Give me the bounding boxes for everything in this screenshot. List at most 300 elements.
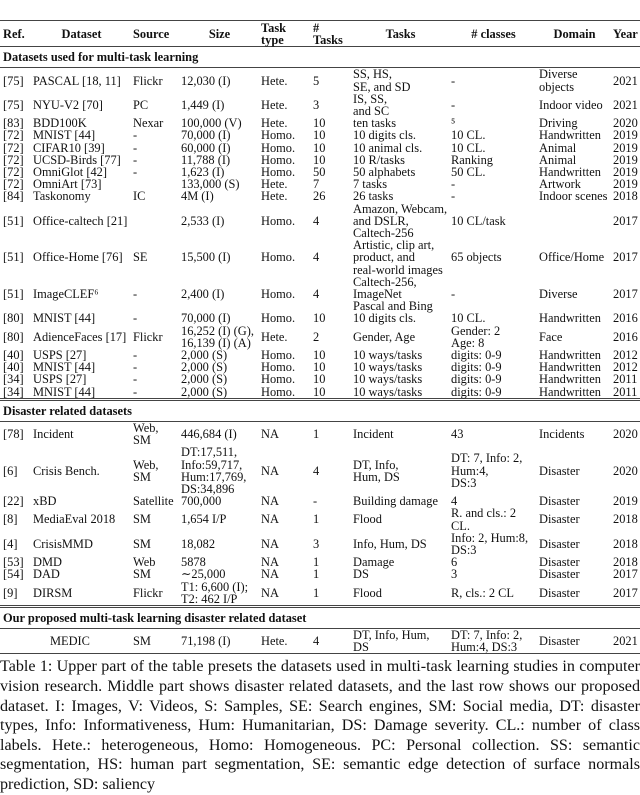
- section-label: Datasets used for multi-task learning: [3, 50, 199, 65]
- cell-num-classes: 10 CL.: [451, 311, 486, 326]
- section-header-row: [0, 47, 640, 68]
- cell-ref: [75]: [3, 73, 24, 88]
- cell-num-classes: 10 CL/task: [451, 213, 506, 228]
- cell-domain: Handwritten: [539, 165, 601, 180]
- cell-size: 1,654 I/P: [181, 512, 227, 527]
- cell-source: -: [133, 372, 138, 387]
- cell-size: 2,000 (S): [181, 360, 228, 375]
- table-row: [0, 495, 640, 507]
- cell-num-classes: DT: 7, Info: 2, Hum:4, DS:3: [451, 451, 523, 490]
- cell-dataset: MNIST [44]: [33, 311, 96, 326]
- cell-dataset: ImageCLEF⁶: [33, 287, 99, 302]
- cell-dataset: UCSD-Birds [77]: [33, 152, 121, 167]
- cell-num-tasks: 1: [313, 426, 320, 441]
- table-caption: Table 1: Upper part of the table presets the datasets used in multi-task learning studies in computer vision research. Middle part shows disaster related datasets, and the last row shows our proposed dataset. I: Images, V: Videos, S: Samples, SE: Search engines, SM: Social media, DT: disaster types, Info: Informativeness, Hum: Humanitarian, DS: Damage severity. CL.: number of class labels. Hete.: heterogeneous, Homo: Homogeneous. PC: Personal collection. SS: semantic segmentation, HS: human part segmentation, SE: semantic edge detection of surface normals prediction, SD: saliency: [0, 658, 640, 793]
- cell-task-type: NA: [261, 512, 279, 527]
- cell-num-classes: -: [451, 97, 456, 112]
- cell-domain: Incidents: [539, 426, 585, 441]
- table-row: [0, 421, 640, 446]
- cell-dataset: NYU-V2 [70]: [33, 97, 103, 112]
- cell-task-type: Homo.: [261, 287, 296, 302]
- cell-year: 2021: [613, 634, 638, 649]
- cell-size: 1,623 (I): [181, 165, 225, 180]
- cell-tasks: 10 digits cls.: [353, 311, 416, 326]
- cell-year: 2019: [613, 494, 638, 509]
- cell-tasks: 10 animal cls.: [353, 140, 423, 155]
- cell-tasks: DT, Info, Hum, DS: [353, 457, 400, 484]
- cell-ref: [80]: [3, 311, 24, 326]
- table-row: [0, 325, 640, 349]
- table-row: [0, 532, 640, 556]
- cell-domain: Driving: [539, 116, 578, 131]
- cell-year: 2017: [613, 287, 638, 302]
- cell-ref: [51]: [3, 250, 24, 265]
- cell-tasks: IS, SS, and SC: [353, 91, 390, 119]
- cell-num-tasks: 1: [313, 567, 320, 582]
- cell-num-tasks: 10: [313, 360, 326, 375]
- cell-tasks: 50 alphabets: [353, 165, 416, 180]
- table-row: [0, 581, 640, 607]
- cell-tasks: 10 R/tasks: [353, 152, 405, 167]
- cell-dataset: Incident: [33, 426, 74, 441]
- cell-size: 2,400 (I): [181, 287, 225, 302]
- cell-num-tasks: 10: [313, 348, 326, 363]
- cell-task-type: Homo.: [261, 165, 296, 180]
- cell-ref: [51]: [3, 287, 24, 302]
- cell-tasks: Gender, Age: [353, 329, 416, 344]
- cell-year: 2019: [613, 128, 638, 143]
- cell-domain: [536, 203, 610, 240]
- cell-year: 2021: [613, 73, 638, 88]
- cell-dataset: DIRSM: [33, 585, 73, 600]
- cell-source: SM: [133, 536, 151, 551]
- cell-tasks: Incident: [353, 426, 394, 441]
- section-label: Disaster related datasets: [3, 403, 132, 418]
- cell-year: 2018: [613, 555, 638, 570]
- cell-tasks: Caltech-256, ImageNet Pascal and Bing: [353, 274, 433, 314]
- cell-task-type: Homo.: [261, 311, 296, 326]
- cell-dataset: BDD100K: [33, 116, 87, 131]
- cell-num-classes: Gender: 2 Age: 8: [451, 323, 501, 350]
- cell-num-classes: ⁵: [451, 116, 456, 131]
- cell-tasks: ten tasks: [353, 116, 397, 131]
- table-row: [0, 386, 640, 400]
- cell-num-classes: Ranking: [451, 152, 493, 167]
- cell-year: 2018: [613, 189, 638, 204]
- cell-year: 2018: [613, 512, 638, 527]
- cell-task-type: Homo.: [261, 152, 296, 167]
- cell-tasks: 10 digits cls.: [353, 128, 416, 143]
- cell-num-classes: 43: [451, 426, 464, 441]
- cell-ref: [40]: [3, 348, 24, 363]
- cell-tasks: 10 ways/tasks: [353, 384, 423, 399]
- cell-ref: [8]: [3, 512, 18, 527]
- cell-tasks: 7 tasks: [353, 177, 388, 192]
- cell-num-tasks: 26: [313, 189, 326, 204]
- cell-dataset: xBD: [33, 494, 57, 509]
- cell-year: 2017: [613, 585, 638, 600]
- cell-num-tasks: 10: [313, 152, 326, 167]
- cell-dataset: DMD: [33, 555, 62, 570]
- cell-num-tasks: 4: [313, 634, 320, 649]
- cell-task-type: NA: [261, 463, 279, 478]
- cell-dataset: PASCAL [18, 11]: [33, 73, 121, 88]
- cell-tasks: 10 ways/tasks: [353, 348, 423, 363]
- cell-year: 2020: [613, 116, 638, 131]
- cell-num-tasks: 10: [313, 140, 326, 155]
- cell-ref: [72]: [3, 165, 24, 180]
- cell-domain: Artwork: [539, 177, 581, 192]
- cell-dataset: CIFAR10 [39]: [33, 140, 105, 155]
- cell-num-classes: Info: 2, Hum:8, DS:3: [451, 530, 529, 557]
- cell-dataset: MNIST [44]: [33, 360, 96, 375]
- cell-domain: Face: [539, 329, 563, 344]
- cell-task-type: Hete.: [261, 634, 288, 649]
- cell-year: 2020: [613, 463, 638, 478]
- cell-num-tasks: -: [313, 494, 318, 509]
- cell-num-tasks: 10: [313, 128, 326, 143]
- cell-year: 2019: [613, 152, 638, 167]
- cell-source: -: [133, 128, 138, 143]
- cell-num-tasks: 1: [313, 585, 320, 600]
- cell-source: Web, SM: [133, 420, 159, 448]
- cell-task-type: NA: [261, 555, 279, 570]
- cell-task-type: Homo.: [261, 360, 296, 375]
- cell-domain: Disaster: [539, 494, 580, 509]
- cell-num-tasks: 7: [313, 177, 320, 192]
- cell-domain: Indoor scenes: [539, 189, 608, 204]
- section-header-row: [0, 399, 640, 421]
- cell-tasks: Flood: [353, 512, 382, 527]
- cell-ref: [72]: [3, 177, 24, 192]
- header-ref: Ref.: [3, 27, 25, 42]
- cell-num-tasks: 2: [313, 329, 320, 344]
- cell-tasks: 10 ways/tasks: [353, 372, 423, 387]
- cell-dataset: Office-Home [76]: [33, 250, 123, 265]
- table-row: [0, 373, 640, 385]
- cell-task-type: Hete.: [261, 329, 288, 344]
- header-num-classes: # classes: [471, 27, 516, 42]
- table-row: [0, 203, 640, 240]
- cell-num-classes: -: [451, 73, 456, 88]
- cell-tasks: Artistic, clip art, product, and real-world images: [353, 238, 443, 277]
- cell-domain: Disaster: [539, 585, 580, 600]
- cell-size: 11,788 (I): [181, 152, 231, 167]
- cell-size: 15,500 (I): [181, 250, 231, 265]
- cell-source: Web, SM: [133, 457, 159, 484]
- cell-task-type: Hete.: [261, 97, 288, 112]
- cell-num-classes: -: [451, 287, 456, 302]
- cell-source: -: [133, 140, 138, 155]
- cell-domain: Disaster: [539, 512, 580, 527]
- cell-domain: Handwritten: [539, 128, 601, 143]
- cell-num-classes: 10 CL.: [451, 128, 486, 143]
- cell-ref: [0, 628, 30, 653]
- cell-dataset: MNIST [44]: [33, 384, 96, 399]
- cell-task-type: Hete.: [261, 116, 288, 131]
- cell-dataset: OmniGlot [42]: [33, 165, 107, 180]
- cell-ref: [4]: [3, 536, 18, 551]
- cell-size: 71,198 (I): [181, 634, 231, 649]
- cell-tasks: Info, Hum, DS: [353, 536, 427, 551]
- cell-num-tasks: 3: [313, 97, 320, 112]
- cell-num-tasks: 10: [313, 384, 326, 399]
- header-source: Source: [133, 27, 170, 42]
- cell-dataset: MediaEval 2018: [33, 512, 116, 527]
- cell-domain: Handwritten: [539, 384, 601, 399]
- cell-task-type: Hete.: [261, 189, 288, 204]
- section-header-row: [0, 606, 640, 628]
- table-row: [0, 568, 640, 580]
- cell-ref: [83]: [3, 116, 24, 131]
- cell-domain: Diverse: [539, 287, 578, 302]
- cell-ref: [84]: [3, 189, 24, 204]
- cell-num-classes: -: [451, 177, 456, 192]
- cell-year: 2017: [613, 213, 638, 228]
- cell-tasks: Damage: [353, 555, 395, 570]
- cell-year: 2018: [613, 536, 638, 551]
- cell-task-type: Homo.: [261, 250, 296, 265]
- cell-size: 1,449 (I): [181, 97, 225, 112]
- cell-size: ∼25,000: [181, 567, 226, 582]
- header-year: Year: [613, 27, 638, 42]
- table-row: [0, 446, 640, 495]
- cell-ref: [72]: [3, 152, 24, 167]
- cell-num-tasks: 1: [313, 555, 320, 570]
- table-row: [0, 628, 640, 653]
- cell-ref: [22]: [3, 494, 24, 509]
- cell-ref: [72]: [3, 128, 24, 143]
- cell-source: -: [133, 287, 138, 302]
- cell-task-type: Hete.: [261, 177, 288, 192]
- cell-size: 5878: [181, 555, 206, 570]
- cell-num-tasks: 3: [313, 536, 320, 551]
- cell-num-classes: -: [451, 189, 456, 204]
- header-size: Size: [208, 27, 231, 42]
- cell-dataset: Office-caltech [21]: [33, 213, 128, 228]
- cell-tasks: DS: [353, 567, 369, 582]
- cell-task-type: Homo.: [261, 140, 296, 155]
- cell-ref: [34]: [3, 384, 24, 399]
- table-row: [0, 129, 640, 141]
- cell-dataset: USPS [27]: [33, 372, 87, 387]
- table-header-row: [0, 21, 640, 47]
- cell-num-classes: 50 CL.: [451, 165, 486, 180]
- cell-year: 2019: [613, 177, 638, 192]
- cell-domain: Office/Home: [539, 250, 605, 265]
- cell-num-classes: 10 CL.: [451, 140, 486, 155]
- cell-tasks: Amazon, Webcam, and DSLR, Caltech-256: [353, 201, 448, 241]
- table-row: [0, 93, 640, 117]
- cell-source: Web: [133, 555, 156, 570]
- cell-domain: Handwritten: [539, 372, 601, 387]
- cell-source: -: [133, 384, 138, 399]
- cell-size: 700,000: [181, 494, 222, 509]
- cell-ref: [53]: [3, 555, 24, 570]
- cell-num-tasks: 5: [313, 73, 320, 88]
- cell-source: IC: [133, 189, 146, 204]
- cell-source: PC: [133, 97, 149, 112]
- cell-dataset: MEDIC: [50, 634, 90, 649]
- cell-task-type: NA: [261, 494, 279, 509]
- cell-source: -: [133, 348, 138, 363]
- cell-num-tasks: 1: [313, 512, 320, 527]
- cell-year: 2011: [613, 372, 638, 387]
- cell-size: 2,000 (S): [181, 384, 228, 399]
- cell-year: 2016: [613, 329, 638, 344]
- cell-num-classes: digits: 0-9: [451, 384, 502, 399]
- cell-domain: Handwritten: [539, 360, 601, 375]
- cell-source: Satellite: [133, 494, 174, 509]
- cell-ref: [6]: [3, 463, 18, 478]
- cell-domain: Animal: [539, 140, 577, 155]
- cell-task-type: Homo.: [261, 128, 296, 143]
- table-row: [0, 68, 640, 93]
- cell-dataset: DAD: [33, 567, 60, 582]
- cell-ref: [54]: [3, 567, 24, 582]
- cell-ref: [51]: [3, 213, 24, 228]
- cell-num-tasks: 4: [313, 463, 320, 478]
- cell-size: 70,000 (I): [181, 311, 231, 326]
- cell-year: 2011: [613, 384, 638, 399]
- cell-year: 2012: [613, 348, 638, 363]
- cell-num-classes: 65 objects: [451, 250, 502, 265]
- cell-size: 100,000 (V): [181, 116, 242, 131]
- cell-num-classes: DT: 7, Info: 2, Hum:4, DS:3: [451, 627, 523, 655]
- cell-num-tasks: 50: [313, 165, 326, 180]
- cell-year: 2017: [613, 567, 638, 582]
- cell-dataset: USPS [27]: [33, 348, 87, 363]
- cell-task-type: NA: [261, 536, 279, 551]
- cell-num-classes: R. and cls.: 2 CL.: [451, 506, 517, 533]
- cell-size: 133,000 (S): [181, 177, 240, 192]
- cell-source: Flickr: [133, 329, 163, 344]
- cell-ref: [9]: [3, 585, 18, 600]
- cell-size: 60,000 (I): [181, 140, 231, 155]
- cell-source: -: [133, 311, 138, 326]
- cell-size: DT:17,511, Info:59,717, Hum:17,769, DS:34,896: [181, 445, 247, 496]
- cell-task-type: Homo.: [261, 384, 296, 399]
- table-row: [0, 507, 640, 531]
- cell-task-type: NA: [261, 567, 279, 582]
- cell-size: 2,000 (S): [181, 372, 228, 387]
- cell-ref: [80]: [3, 329, 24, 344]
- cell-size: T1: 6,600 (I); T2: 462 I/P: [181, 579, 249, 606]
- cell-tasks: DT, Info, Hum, DS: [353, 627, 430, 655]
- cell-year: 2012: [613, 360, 638, 375]
- cell-num-tasks: 4: [313, 250, 320, 265]
- cell-source: [130, 203, 178, 240]
- cell-size: 2,000 (S): [181, 348, 228, 363]
- cell-num-classes: 3: [451, 567, 458, 582]
- cell-num-classes: 4: [451, 494, 458, 509]
- cell-domain: Disaster: [539, 634, 580, 649]
- cell-year: 2017: [613, 250, 638, 265]
- cell-domain: Handwritten: [539, 311, 601, 326]
- cell-dataset: OmniArt [73]: [33, 177, 102, 192]
- cell-num-tasks: 10: [313, 116, 326, 131]
- cell-source: SE: [133, 250, 148, 265]
- cell-ref: [72]: [3, 140, 24, 155]
- cell-year: 2019: [613, 140, 638, 155]
- cell-tasks: 26 tasks: [353, 189, 394, 204]
- header-tasks: Tasks: [385, 27, 416, 42]
- cell-task-type: NA: [261, 585, 279, 600]
- cell-year: 2021: [613, 97, 638, 112]
- cell-num-tasks: 4: [313, 287, 320, 302]
- cell-num-classes: digits: 0-9: [451, 360, 502, 375]
- cell-num-tasks: 4: [313, 213, 320, 228]
- cell-dataset: MNIST [44]: [33, 128, 96, 143]
- cell-domain: Animal: [539, 152, 577, 167]
- cell-dataset: CrisisMMD: [33, 536, 93, 551]
- cell-tasks: Building damage: [353, 494, 438, 509]
- cell-source: SM: [133, 567, 151, 582]
- cell-year: 2016: [613, 311, 638, 326]
- cell-size: 2,533 (I): [181, 213, 225, 228]
- cell-source: -: [133, 360, 138, 375]
- header-dataset: Dataset: [61, 27, 102, 42]
- header-num-tasks: # Tasks: [313, 21, 343, 48]
- cell-domain: Handwritten: [539, 348, 601, 363]
- cell-size: 70,000 (I): [181, 128, 231, 143]
- cell-num-tasks: 10: [313, 372, 326, 387]
- cell-num-tasks: 10: [313, 311, 326, 326]
- cell-domain: Disaster: [539, 463, 580, 478]
- cell-task-type: Homo.: [261, 213, 296, 228]
- header-domain: Domain: [553, 27, 596, 42]
- cell-task-type: NA: [261, 426, 279, 441]
- cell-source: -: [133, 165, 138, 180]
- cell-dataset: AdienceFaces [17]: [33, 329, 127, 344]
- cell-task-type: Homo.: [261, 348, 296, 363]
- cell-size: 446,684 (I): [181, 426, 237, 441]
- cell-ref: [34]: [3, 372, 24, 387]
- cell-tasks: SS, HS, SE, and SD: [353, 67, 411, 94]
- datasets-table: [0, 20, 640, 654]
- cell-num-classes: digits: 0-9: [451, 348, 502, 363]
- cell-domain: Disaster: [539, 536, 580, 551]
- cell-year: 2019: [613, 165, 638, 180]
- cell-size: 12,030 (I): [181, 73, 231, 88]
- cell-domain: Indoor video: [539, 97, 603, 112]
- cell-source: SM: [133, 634, 151, 649]
- cell-domain: Disaster: [539, 567, 580, 582]
- cell-task-type: Homo.: [261, 372, 296, 387]
- cell-source: -: [133, 152, 138, 167]
- cell-num-classes: digits: 0-9: [451, 372, 502, 387]
- table-row: [0, 190, 640, 202]
- cell-ref: [78]: [3, 426, 24, 441]
- cell-size: 4M (I): [181, 189, 214, 204]
- cell-domain: Disaster: [539, 555, 580, 570]
- cell-source: Nexar: [133, 116, 164, 131]
- table-row: [0, 312, 640, 324]
- cell-source: Flickr: [133, 585, 163, 600]
- table-row: [0, 239, 640, 276]
- header-task-type: Task type: [261, 21, 287, 48]
- cell-tasks: Flood: [353, 585, 382, 600]
- cell-year: 2020: [613, 426, 638, 441]
- cell-source: SM: [133, 512, 151, 527]
- cell-num-classes: 6: [451, 555, 458, 570]
- cell-dataset: Taskonomy: [33, 189, 91, 204]
- cell-dataset: Crisis Bench.: [33, 463, 100, 478]
- cell-ref: [75]: [3, 97, 24, 112]
- cell-domain: Diverse objects: [539, 67, 578, 94]
- cell-num-classes: R, cls.: 2 CL: [451, 585, 514, 600]
- cell-tasks: 10 ways/tasks: [353, 360, 423, 375]
